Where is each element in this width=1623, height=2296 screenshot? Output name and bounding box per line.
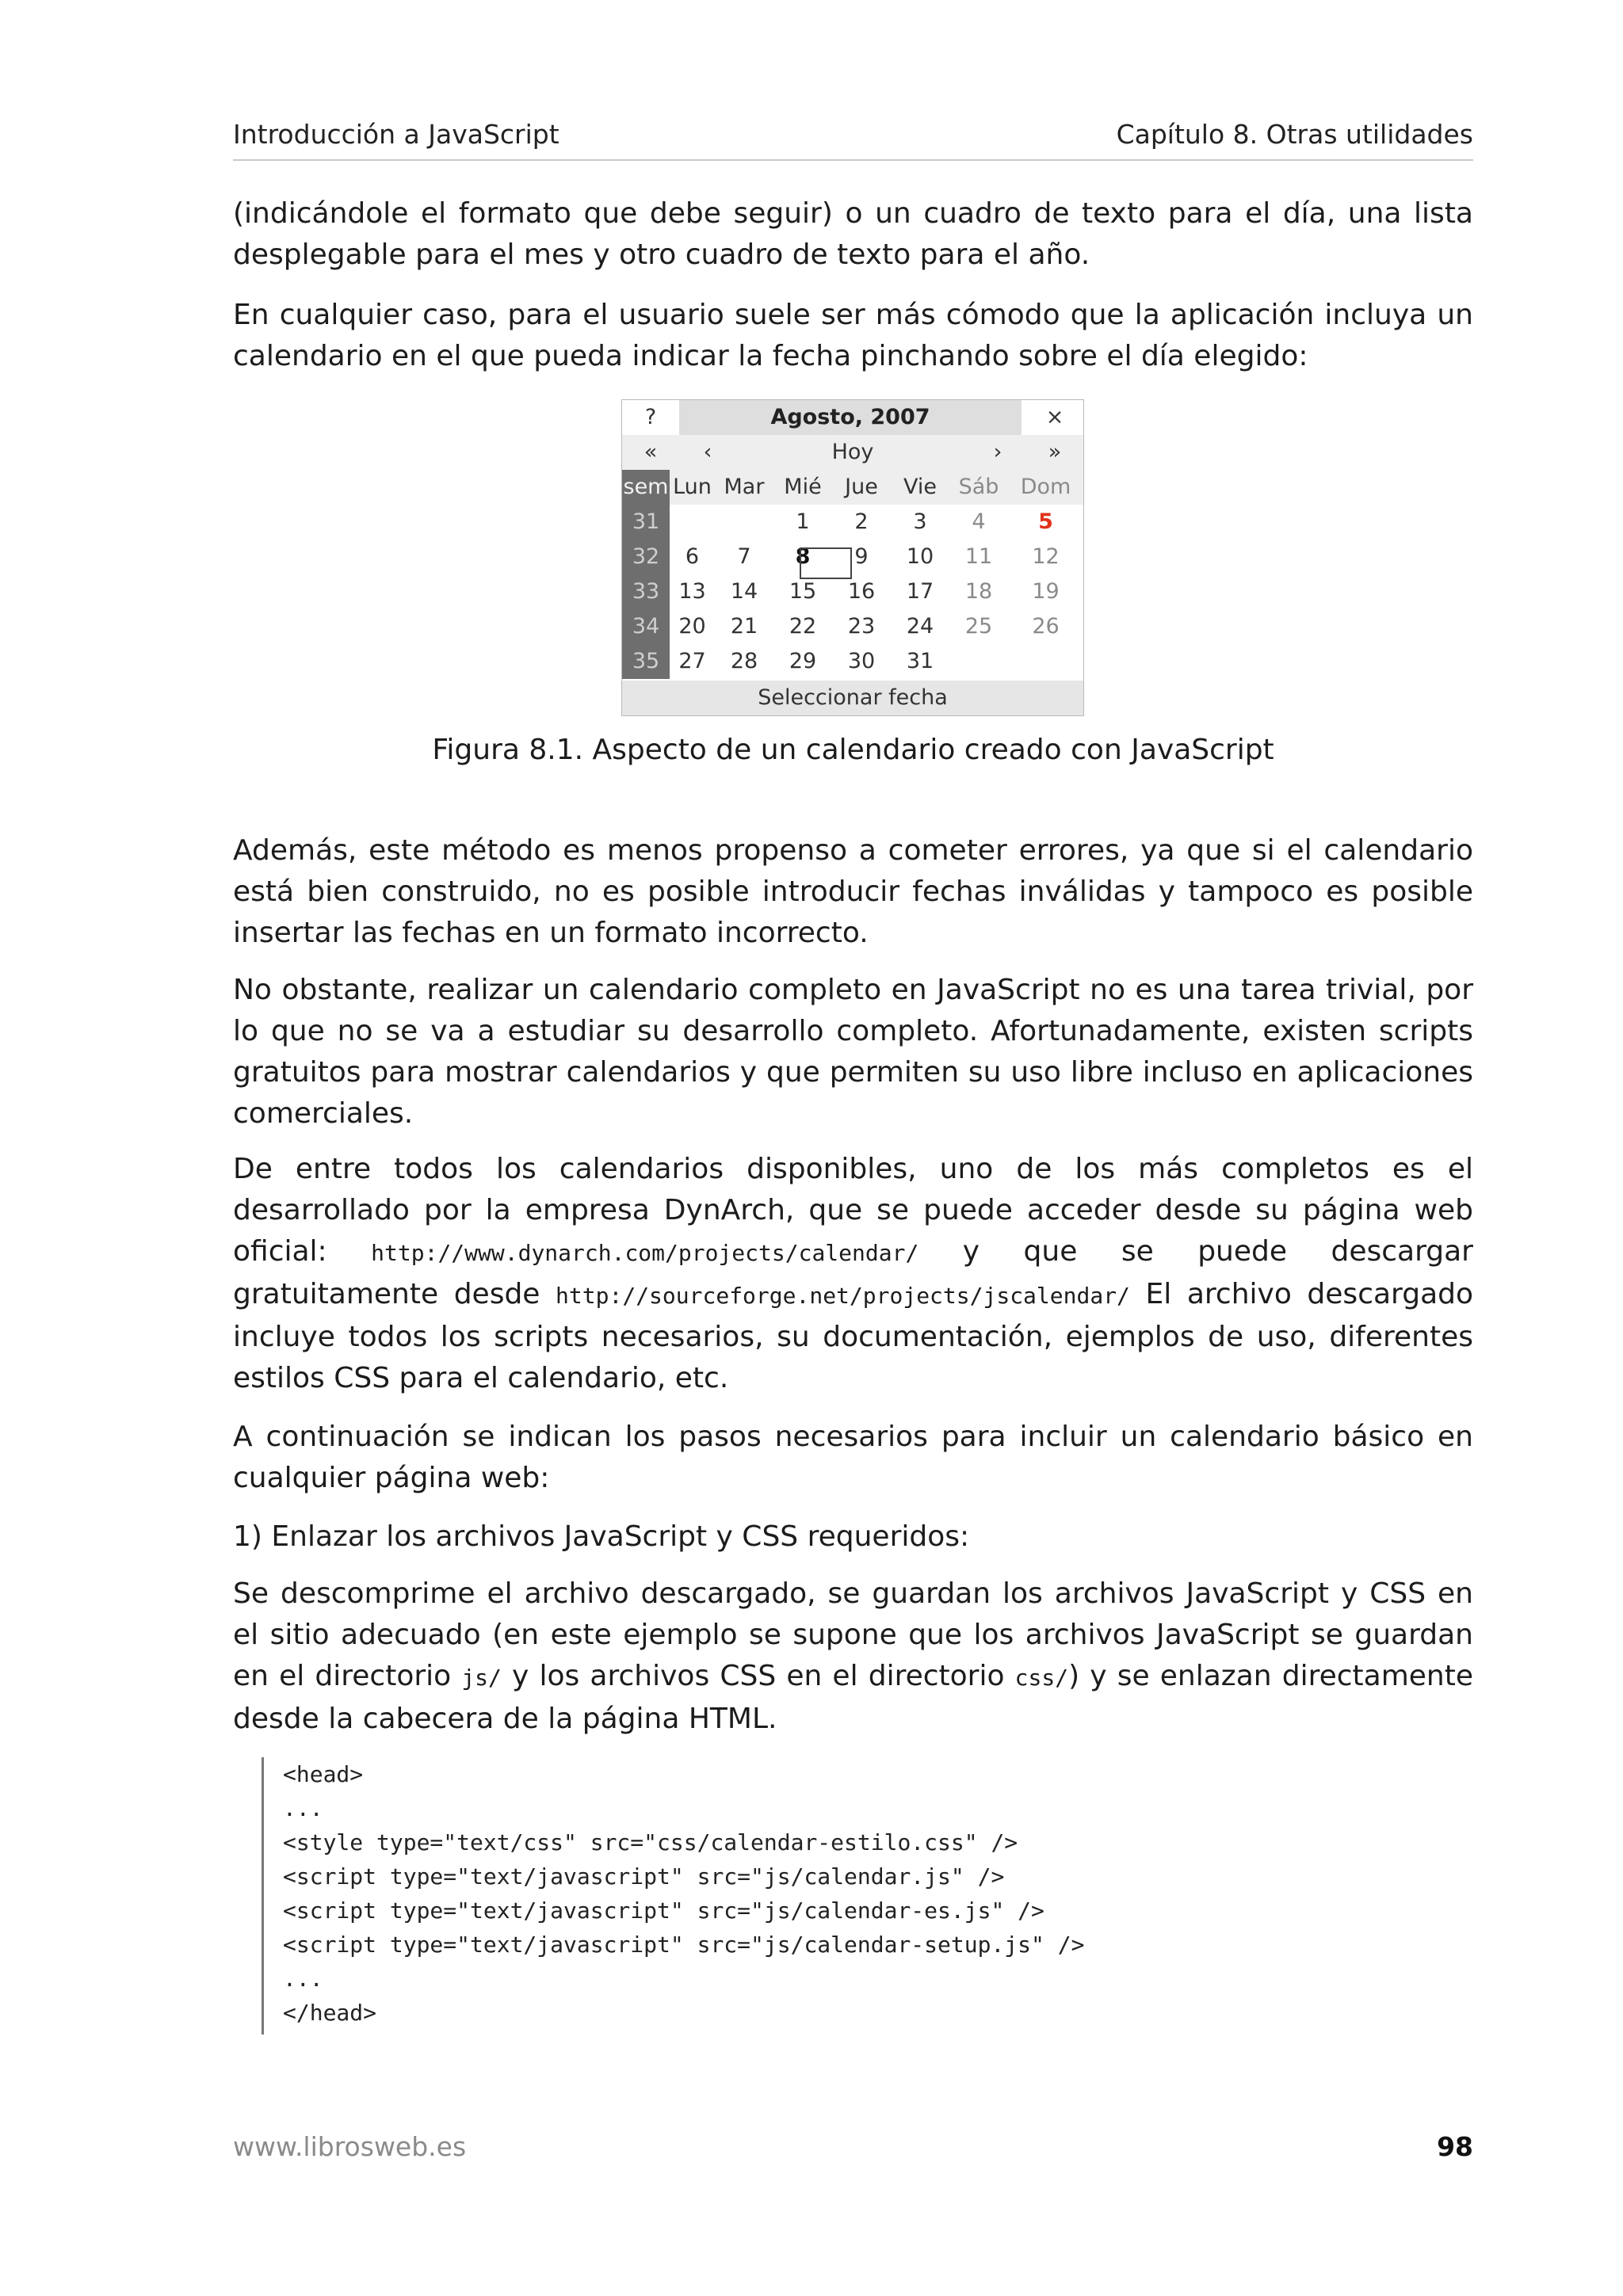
calendar-day-cell[interactable]: 18 xyxy=(964,579,993,604)
calendar-day-cell[interactable]: 22 xyxy=(789,614,817,639)
calendar-day-cell[interactable]: 30 xyxy=(847,649,876,673)
paragraph-6: A continuación se indican los pasos necesarios para incluir un calendario básico en cualquier página web: xyxy=(233,1421,1473,1494)
calendar-day-cell[interactable]: 1 xyxy=(796,509,810,534)
code-line: <script type="text/javascript" src="js/calendar.js" /> xyxy=(283,1863,1005,1890)
week-number: 31 xyxy=(622,505,670,540)
header-chapter-title: Capítulo 8. Otras utilidades xyxy=(1116,119,1473,150)
paragraph-5-text-a: De entre todos los calendarios disponibles, uno de los más completos es el desarrollado por la empresa DynArch, que se puede acceder desde su página web oficial: xyxy=(233,1153,1473,1268)
figure-caption: Figura 8.1. Aspecto de un calendario creado con JavaScript xyxy=(432,734,1274,766)
paragraph-3: Además, este método es menos propenso a cometer errores, ya que si el calendario está bien construido, no es posible introducir fechas inválidas y tampoco es posible insertar las fechas en un formato incorrecto. xyxy=(233,834,1473,949)
calendar-day-cell[interactable]: 15 xyxy=(789,579,817,604)
paragraph-5 xyxy=(233,1149,1473,1399)
calendar-empty-cell xyxy=(670,505,715,540)
sourceforge-url[interactable]: http://sourceforge.net/projects/jscalendar/ xyxy=(556,1283,1130,1309)
calendar-week-row xyxy=(622,609,1083,644)
paragraph-2: En cualquier caso, para el usuario suele ser más cómodo que la aplicación incluya un calendario en el que pueda indicar la fecha pinchando sobre el día elegido: xyxy=(233,299,1473,372)
calendar-day-cell[interactable]: 26 xyxy=(1032,614,1060,639)
code-line: ... xyxy=(283,1966,323,1992)
calendar-day-cell[interactable]: 12 xyxy=(1032,544,1060,569)
paragraph-7: 1) Enlazar los archivos JavaScript y CSS requeridos: xyxy=(233,1520,970,1553)
calendar-day-cell[interactable]: 4 xyxy=(972,509,986,534)
paragraph-8-text-c: ) y se enlazan directamente desde la cabecera de la página HTML. xyxy=(233,1660,1474,1735)
paragraph-5-text-b: y que se puede descargar gratuitamente desde xyxy=(233,1235,1473,1310)
prev-year-button[interactable]: « xyxy=(643,440,658,464)
selected-day-outline xyxy=(800,547,852,579)
calendar-day-cell[interactable]: 31 xyxy=(906,649,934,673)
day-name-header: Lun xyxy=(673,475,712,499)
calendar-day-cell[interactable]: 24 xyxy=(906,614,934,639)
calendar-footer-label: Seleccionar fecha xyxy=(758,685,948,710)
running-header xyxy=(233,119,1473,161)
calendar-day-cell[interactable]: 3 xyxy=(913,509,927,534)
calendar-day-cell[interactable]: 5 xyxy=(1038,509,1053,534)
calendar-day-cell[interactable]: 13 xyxy=(678,579,706,604)
day-name-header: Mar xyxy=(724,475,765,499)
day-name-header: Mié xyxy=(784,475,822,499)
calendar-nav-row xyxy=(622,435,1083,470)
calendar-week-row xyxy=(622,540,1083,574)
dynarch-url[interactable]: http://www.dynarch.com/projects/calendar/ xyxy=(371,1240,919,1266)
calendar-day-cell[interactable]: 25 xyxy=(964,614,993,639)
code-line: <script type="text/javascript" src="js/calendar-setup.js" /> xyxy=(283,1932,1085,1958)
calendar-day-cell[interactable]: 6 xyxy=(685,544,700,569)
calendar-day-cell[interactable]: 16 xyxy=(847,579,876,604)
calendar-help-button[interactable]: ? xyxy=(644,405,657,429)
week-number: 33 xyxy=(622,574,670,609)
paragraph-5-text-c: El archivo descargado incluye todos los scripts necesarios, su documentación, ejemplos de uso, diferentes estilos CSS para el calendario, etc. xyxy=(233,1278,1473,1394)
js-directory: js/ xyxy=(461,1665,502,1691)
code-line: <head> xyxy=(283,1761,364,1787)
paragraph-8-text-a: Se descomprime el archivo descargado, se guardan los archivos JavaScript y CSS en el sitio adecuado (en este ejemplo se supone que los archivos JavaScript se guardan en el directorio xyxy=(233,1577,1473,1692)
code-line: ... xyxy=(283,1795,323,1821)
css-directory: css/ xyxy=(1014,1665,1069,1691)
calendar-day-cell[interactable]: 20 xyxy=(678,614,706,639)
day-name-header: Sáb xyxy=(958,475,999,499)
prev-month-button[interactable]: ‹ xyxy=(703,440,712,464)
calendar-day-cell[interactable]: 2 xyxy=(854,509,869,534)
calendar-empty-cell xyxy=(949,644,1008,679)
code-line: </head> xyxy=(283,2000,377,2026)
paragraph-8 xyxy=(233,1573,1473,1740)
calendar-day-names-row xyxy=(622,470,1083,505)
calendar-footer xyxy=(622,681,1083,715)
calendar-day-cell[interactable]: 8 xyxy=(795,544,811,569)
calendar-day-cell[interactable]: 9 xyxy=(854,544,869,569)
week-number-header: sem xyxy=(622,470,670,505)
week-number: 35 xyxy=(622,644,670,679)
footer-site: www.librosweb.es xyxy=(233,2131,467,2162)
calendar-close-button[interactable]: × xyxy=(1045,405,1064,429)
calendar-day-cell[interactable]: 7 xyxy=(737,544,751,569)
today-button[interactable]: Hoy xyxy=(831,440,874,464)
calendar-week-row xyxy=(622,505,1083,540)
paragraph-8-text-b: y los archivos CSS en el directorio xyxy=(501,1660,1015,1692)
calendar-day-cell[interactable]: 14 xyxy=(730,579,758,604)
calendar-month-title: Agosto, 2007 xyxy=(679,400,1022,435)
calendar-empty-cell xyxy=(715,505,773,540)
calendar-day-cell[interactable]: 23 xyxy=(847,614,876,639)
calendar-day-cell[interactable]: 27 xyxy=(678,649,706,673)
calendar-day-cell[interactable]: 21 xyxy=(730,614,758,639)
calendar-day-cell[interactable]: 17 xyxy=(906,579,934,604)
calendar-day-cell[interactable]: 19 xyxy=(1032,579,1060,604)
calendar-day-cell[interactable]: 11 xyxy=(964,544,993,569)
footer-page-number: 98 xyxy=(1437,2131,1473,2162)
calendar-title-row xyxy=(622,400,1083,435)
calendar-day-cell[interactable]: 29 xyxy=(789,649,817,673)
paragraph-1: (indicándole el formato que debe seguir) o un cuadro de texto para el día, una lista desplegable para el mes y otro cuadro de texto para el año. xyxy=(233,197,1473,271)
code-block xyxy=(262,1757,1371,2035)
paragraph-4: No obstante, realizar un calendario completo en JavaScript no es una tarea trivial, por lo que no se va a estudiar su desarrollo completo. Afortunadamente, existen scripts gratuitos para mostrar calendarios y que permiten su uso libre incluso en aplicaciones comerciales. xyxy=(233,974,1473,1130)
calendar-day-cell[interactable]: 10 xyxy=(906,544,934,569)
week-number: 32 xyxy=(622,540,670,574)
day-name-header: Vie xyxy=(903,475,937,499)
code-line: <style type="text/css" src="css/calendar-estilo.css" /> xyxy=(283,1829,1018,1855)
calendar-week-row xyxy=(622,644,1083,679)
day-name-header: Dom xyxy=(1020,475,1071,499)
calendar-widget xyxy=(621,399,1084,716)
calendar-empty-cell xyxy=(1008,644,1083,679)
week-number: 34 xyxy=(622,609,670,644)
next-year-button[interactable]: » xyxy=(1048,440,1062,464)
calendar-week-row xyxy=(622,574,1083,609)
header-book-title: Introducción a JavaScript xyxy=(233,119,559,150)
day-name-header: Jue xyxy=(845,475,878,499)
calendar-day-cell[interactable]: 28 xyxy=(730,649,758,673)
code-line: <script type="text/javascript" src="js/calendar-es.js" /> xyxy=(283,1897,1044,1924)
next-month-button[interactable]: › xyxy=(993,440,1002,464)
